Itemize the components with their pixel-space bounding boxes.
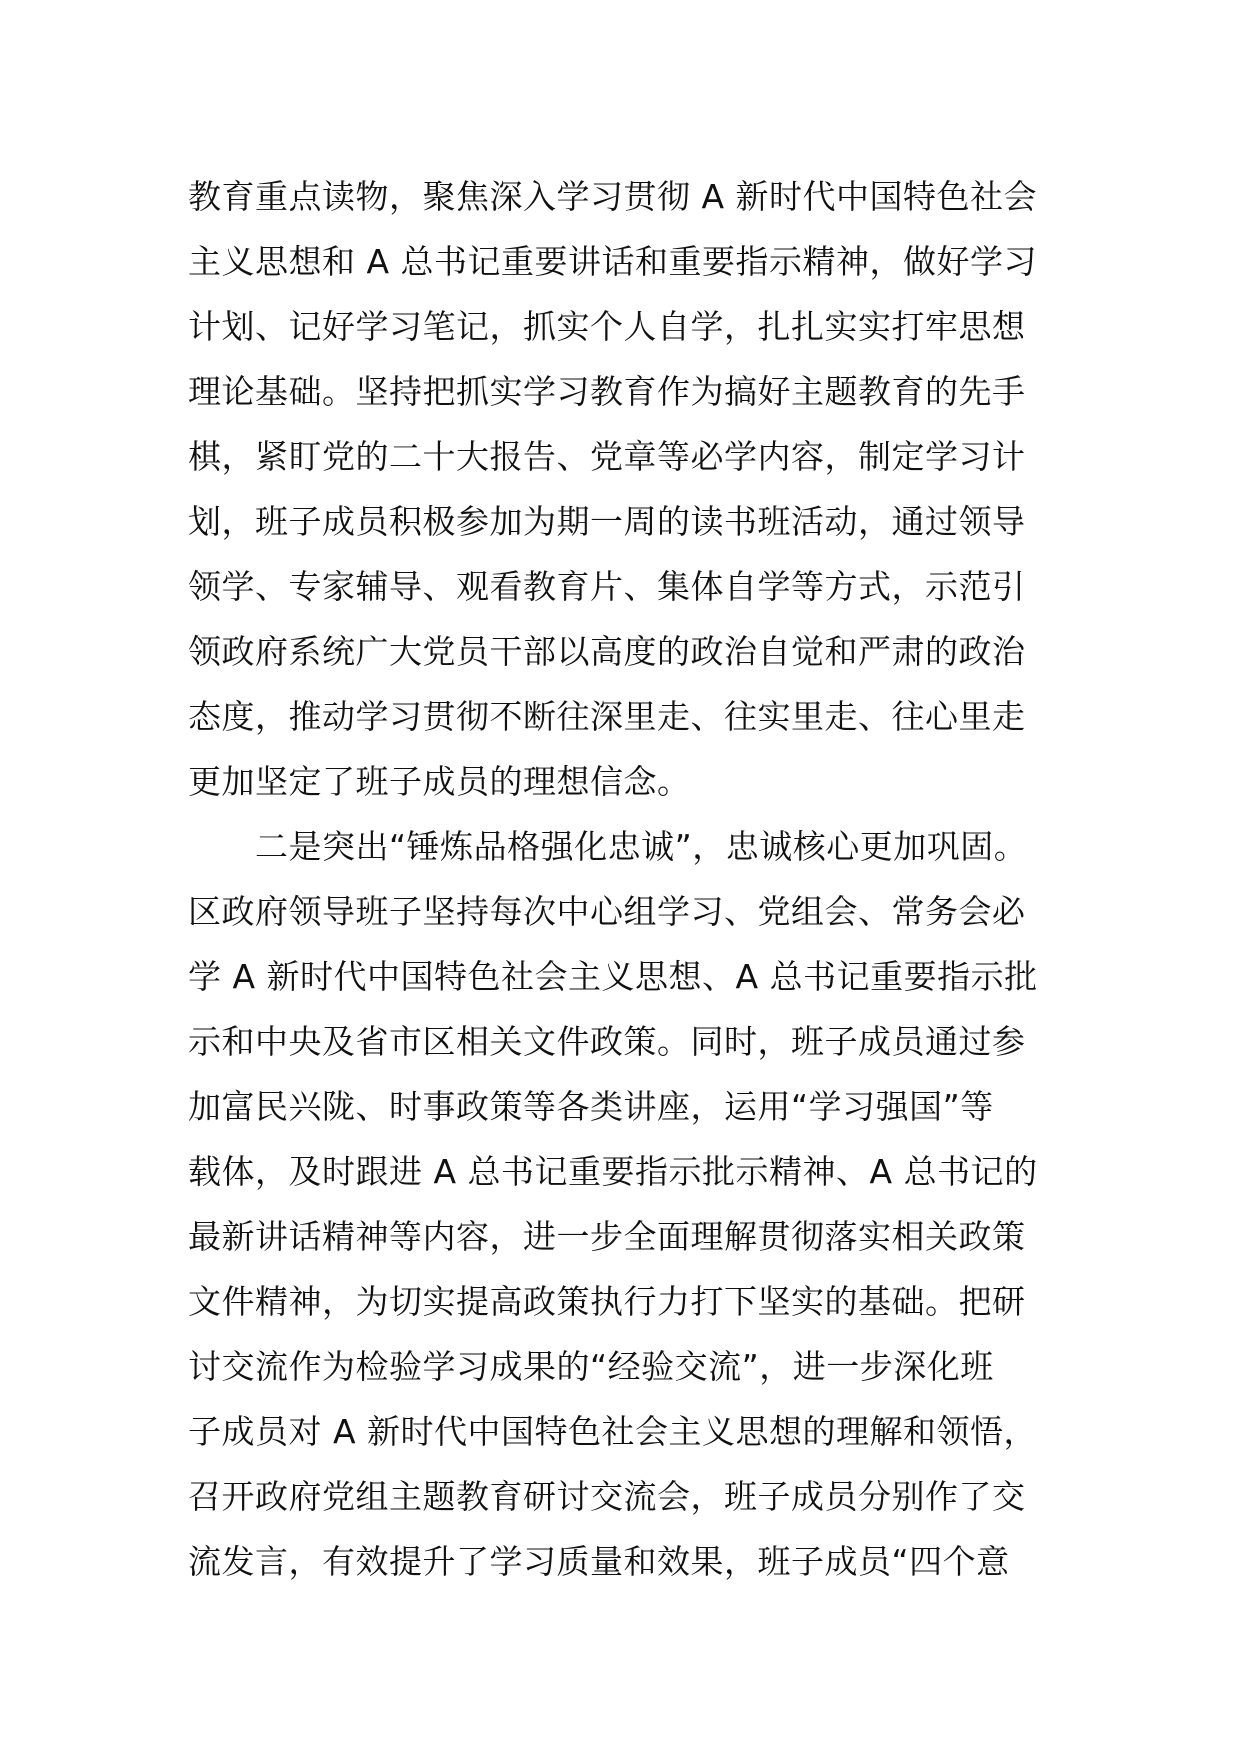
- text-line: 计划、记好学习笔记，抓实个人自学，扎扎实实打牢思想: [188, 307, 1026, 346]
- text-line: 棋，紧盯党的二十大报告、党章等必学内容，制定学习计: [188, 437, 1026, 476]
- text-line: 更加坚定了班子成员的理想信念。: [188, 762, 691, 801]
- text-line: 示和中央及省市区相关文件政策。同时，班子成员通过参: [188, 1022, 1026, 1061]
- text-line: 讨交流作为检验学习成果的“经验交流”，进一步深化班: [188, 1347, 994, 1386]
- text-line: 召开政府党组主题教育研讨交流会，班子成员分别作了交: [188, 1477, 1026, 1516]
- text-line: 态度，推动学习贯彻不断往深里走、往实里走、往心里走: [188, 697, 1026, 736]
- text-line: 最新讲话精神等内容，进一步全面理解贯彻落实相关政策: [188, 1217, 1026, 1256]
- text-line: 载体，及时跟进 A 总书记重要指示批示精神、A 总书记的: [188, 1152, 1038, 1191]
- text-line: 领政府系统广大党员干部以高度的政治自觉和严肃的政治: [188, 632, 1026, 671]
- text-line: 流发言，有效提升了学习质量和效果，班子成员“四个意: [188, 1542, 1010, 1581]
- text-line: 文件精神，为切实提高政策执行力打下坚实的基础。把研: [188, 1282, 1026, 1321]
- body-text: [188, 164, 1068, 1594]
- paragraph-start-line: 二是突出“锤炼品格强化忠诚”，忠诚核心更加巩固。: [188, 827, 1028, 866]
- text-line: 加富民兴陇、时事政策等各类讲座，运用“学习强国”等: [188, 1087, 994, 1126]
- text-line: 子成员对 A 新时代中国特色社会主义思想的理解和领悟，: [188, 1412, 1038, 1451]
- text-line: 学 A 新时代中国特色社会主义思想、A 总书记重要指示批: [188, 957, 1038, 996]
- text-line: 区政府领导班子坚持每次中心组学习、党组会、常务会必: [188, 892, 1026, 931]
- text-line: 主义思想和 A 总书记重要讲话和重要指示精神，做好学习: [188, 242, 1038, 281]
- text-line: 领学、专家辅导、观看教育片、集体自学等方式，示范引: [188, 567, 1026, 606]
- text-line: 理论基础。坚持把抓实学习教育作为搞好主题教育的先手: [188, 372, 1026, 411]
- text-line: 划，班子成员积极参加为期一周的读书班活动，通过领导: [188, 502, 1026, 541]
- text-line: 教育重点读物，聚焦深入学习贯彻 A 新时代中国特色社会: [188, 177, 1038, 216]
